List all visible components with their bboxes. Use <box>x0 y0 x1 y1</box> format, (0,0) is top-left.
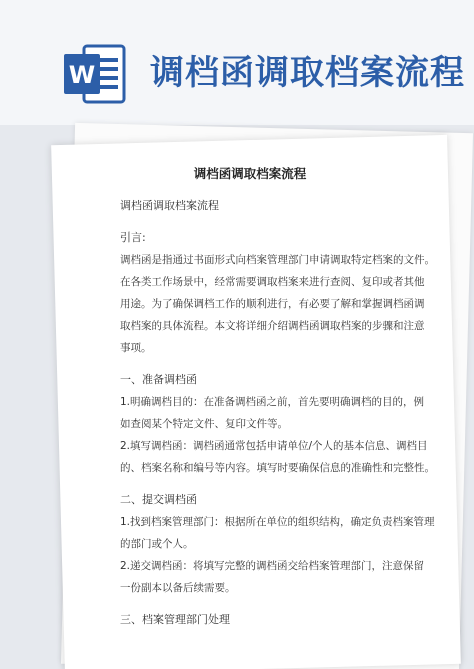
word-icon-letter: W <box>68 61 96 89</box>
page-title: 调档函调取档案流程 <box>150 53 465 93</box>
intro-line: 调档函是指通过书面形式向档案管理部门申请调取特定档案的文件。 <box>120 254 435 266</box>
intro-line: 用途。为了确保调档工作的顺利进行，有必要了解和掌握调档函调 <box>120 298 425 310</box>
intro-line: 取档案的具体流程。本文将详细介绍调档函调取档案的步骤和注意 <box>120 320 425 332</box>
document-subtitle: 调档函调取档案流程 <box>120 199 219 212</box>
section-item-line: 2.递交调档函：将填写完整的调档函交给档案管理部门，注意保留 <box>120 560 425 572</box>
document-body <box>120 163 435 631</box>
section-item-line: 如查阅某个特定文件、复印文件等。 <box>120 418 288 430</box>
section-item-line: 2.填写调档函：调档函通常包括申请单位/个人的基本信息、调档目 <box>120 440 428 452</box>
section-item-line: 1.找到档案管理部门：根据所在单位的组织结构，确定负责档案管理 <box>120 516 435 528</box>
intro-line: 在各类工作场景中，经常需要调取档案来进行查阅、复印或者其他 <box>120 276 425 288</box>
section-item-line: 的、档案名称和编号等内容。填写时要确保信息的准确性和完整性。 <box>120 462 435 474</box>
intro-line: 事项。 <box>120 342 152 354</box>
section-heading: 二、提交调档函 <box>120 493 197 506</box>
section-heading: 三、档案管理部门处理 <box>120 613 230 626</box>
intro-label: 引言: <box>120 231 146 244</box>
section-item-line: 的部门或个人。 <box>120 538 194 550</box>
word-document-icon <box>60 40 128 108</box>
document-title: 调档函调取档案流程 <box>193 166 307 181</box>
section-heading: 一、准备调档函 <box>120 373 197 386</box>
section-item-line: 一份副本以备后续需要。 <box>120 582 236 594</box>
section-item-line: 1.明确调档目的：在准备调档函之前，首先要明确调档的目的，例 <box>120 396 425 408</box>
